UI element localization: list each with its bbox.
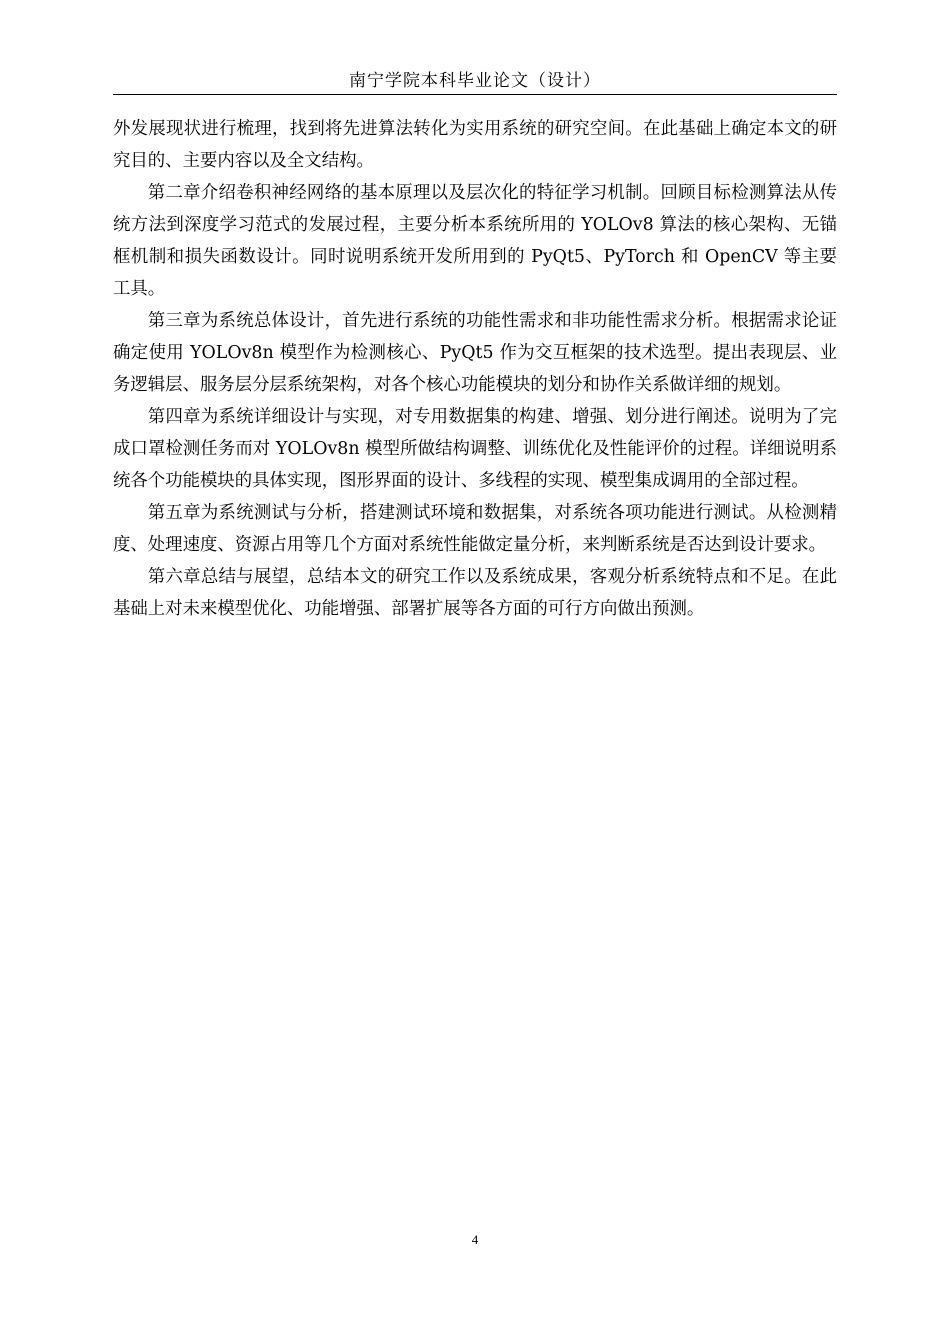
page-number: 4 xyxy=(471,1232,479,1247)
paragraph-continuation: 外发展现状进行梳理，找到将先进算法转化为实用系统的研究空间。在此基础上确定本文的研究目的、主要内容以及全文结构。 xyxy=(113,119,837,171)
body-text xyxy=(113,113,837,625)
paragraph-chapter-2: 第二章介绍卷积神经网络的基本原理以及层次化的特征学习机制。回顾目标检测算法从传统方法到深度学习范式的发展过程，主要分析本系统所用的 YOLOv8 算法的核心架构、无锚框机制和损失函数设计。同时说明系统开发所用到的 PyQt5、PyTorch 和 OpenCV 等主要工具。 xyxy=(113,183,837,299)
paragraph-chapter-6: 第六章总结与展望，总结本文的研究工作以及系统成果，客观分析系统特点和不足。在此基础上对未来模型优化、功能增强、部署扩展等各方面的可行方向做出预测。 xyxy=(113,567,837,619)
running-header: 南宁学院本科毕业论文（设计） xyxy=(349,71,601,91)
header-rule xyxy=(113,94,837,95)
paragraph-chapter-4: 第四章为系统详细设计与实现，对专用数据集的构建、增强、划分进行阐述。说明为了完成口罩检测任务而对 YOLOv8n 模型所做结构调整、训练优化及性能评价的过程。详细说明系统各个功能模块的具体实现，图形界面的设计、多线程的实现、模型集成调用的全部过程。 xyxy=(113,407,837,491)
paragraph-chapter-5: 第五章为系统测试与分析，搭建测试环境和数据集，对系统各项功能进行测试。从检测精度、处理速度、资源占用等几个方面对系统性能做定量分析，来判断系统是否达到设计要求。 xyxy=(113,503,837,555)
paragraph-chapter-3: 第三章为系统总体设计，首先进行系统的功能性需求和非功能性需求分析。根据需求论证确定使用 YOLOv8n 模型作为检测核心、PyQt5 作为交互框架的技术选型。提出表现层、业务逻辑层、服务层分层系统架构，对各个核心功能模块的划分和协作关系做详细的规划。 xyxy=(113,311,837,395)
